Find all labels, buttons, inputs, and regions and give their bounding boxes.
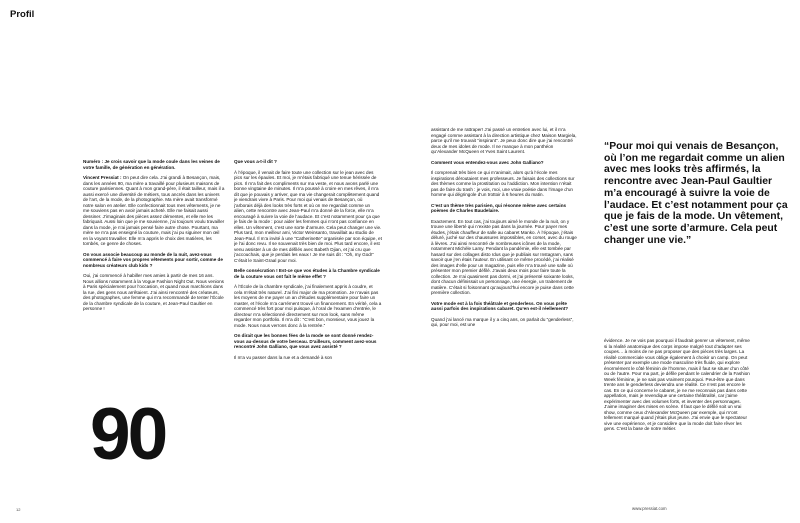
speaker-label: Vincent Pressiat : bbox=[83, 175, 122, 180]
answer: Oui, j’ai commencé à habiller mes amies à partir de mes 16 ans. Nous allions notamment à la Vogue Fashion Night Out. Nous venions à Paris spécialement pour l’occasion, et quand nous marchions dans la rue, des gens nous arrêtaient. J’ai ainsi rencontré des créateurs, des photographes, une femme qui m’a recommandé de tenter l’École de la chambre syndicale de la couture, et Jean-Paul Gaultier en personne ! bbox=[83, 273, 224, 311]
answer: assistant de me rattraper! J’ai passé un entretien avec lui, et il m’a engagé comme assistant à la direction artistique chez Maison Margiela, parce qu’il me trouvait “inspirant”. Je peux donc dire que j’ai rencontré deux de mes idoles de mode. Il ne manque à mon panthéon qu’Alexander McQueen et Yves Saint Laurent. bbox=[431, 127, 577, 154]
question: Votre mode est à la fois théâtrale et genderless. On vous prête aussi parfois des inspirations cabaret. Qu’en est-il réellement? bbox=[431, 300, 569, 311]
answer: Quand j’ai lancé ma marque il y a cinq ans, on parlait du “genderless”, qui, pour moi, est une bbox=[431, 316, 574, 327]
footer-url: www.pressiat.com bbox=[632, 506, 667, 511]
article-column-3 bbox=[431, 127, 579, 511]
question: Que vous a-t-il dit ? bbox=[234, 159, 277, 164]
answer: Il comprenait très bien ce qui m’animait, alors qu’à l’école mes inspirations déroutaient mes professeurs. Je faisais des collections sur des thèmes comme la prostitution ou l’addiction. Mon intention n’était pas de faire du trash : je vois, moi, une vraie poésie dans l’image d’un homme qui dégringole d’un trottoir à 6 heures du matin. bbox=[431, 170, 575, 197]
section-label: Profil bbox=[10, 9, 35, 20]
answer: Exactement. En tout cas, j’ai toujours aimé le monde de la nuit, on y trouve une liberté qui n’existe pas dans la journée. Pour payer mes études, j’étais chauffeur de salle au cabaret Manko. À l’époque, j’étais déluré, juché sur des chaussures impossibles, en corset, avec du rouge à lèvres. J’ai ainsi rencontré de nombreuses icônes de la mode, notamment Michèle Lamy. Pendant la pandémie, elle est tombée par hasard sur des collages disto rdus que je publiais sur Instagram, sans savoir que j’en étais l’auteur. En utilisant ce même procédé, j’ai réalisé des images d’elle pour un magazine, puis elle m’a trouvé une salle où présenter mon premier défilé. J’avais deux mois pour faire toute la collection. Je n’ai quasiment pas dormi, et j’ai présenté soixante looks, dont chacun définissait un personnage, une énergie, un traitement de matière. C’était si foisonnant qu’aujourd’hui encore je puise dans cette première collection. bbox=[431, 218, 577, 295]
answer: Vincent Pressiat : On peut dire cela. J’ai grandi à Besançon, mais, dans les années 90, ma mère a travaillé pour plusieurs maisons de couture parisiennes. Quant à mon grand-père, il était tailleur, mais il a aussi exercé une diversité de métiers, tous ancrés dans les univers de l’art, de la mode, de la photographie. Ma mère avait transformé notre salon en atelier. Elle confectionnait tous mes vêtements, je ne me souviens pas en avoir jamais acheté. Elle me faisait aussi dessiner. J’imaginais des pièces assez démentes, et elle me les fabriquait. Aussi loin que je me souvienne, j’ai toujours voulu travailler dans la mode, je n’ai jamais pensé faire autre chose. Pourtant, ma mère ne m’a pas enseigné la couture, mais j’ai pu siguiner mon œil en la voyant travailler. Elle m’a appris le choix des matières, les tombés, ce genre de choses. bbox=[83, 175, 225, 246]
article-column-4 bbox=[604, 338, 754, 498]
article-column-1 bbox=[83, 159, 225, 379]
question: Numéro : Je crois savoir que la mode coule dans les veines de votre famille, de génération en génération. bbox=[83, 159, 220, 170]
answer: À l’École de la chambre syndicale, j’ai finalement appris à coudre, et cela m’était très naturel. J’ai fini major de ma promotion. Je n’avais pas les moyens de me payer un an d’études supplémentaire pour faire un master, et l’école m’a carrément trouvé un financement. En vérité, cela a commencé très fort pour moi puisque, à l’oral de l’examen d’entrée, le directeur m’a sélectionné directement sur mon look, sans même regarder mon portfolio. Il m’a dit : “C’est bon, monsieur, vous jouez la mode. Nous nous verrons donc à la rentrée.” bbox=[234, 284, 382, 328]
answer: À l’époque, il venait de faire toute une collection sur le jean avec des pics sur les épaules. Et moi, je m’étais fabriqué une tenue hérissée de pics. Il m’a fait des compliments sur ma veste, et nous avons parlé une bonne vingtaine de minutes. Il m’a poussé à croire en mes rêves, il m’a dit que je pouvais y arriver, que ma vie changerait complètement quand je viendrais vivre à Paris. Pour moi qui venais de Besançon, où j’arborais déjà des looks très forts et où on me regardait comme un alien, cette rencontre avec Jean-Paul m’a donné de la force, elle m’a encouragé à suivre la voie de l’audace. Et c’est notamment pour ça que je fais de la mode : pour aider les femmes qui n’ont pas confiance en elles. Un vêtement, c’est une sorte d’armure. Cela peut changer une vie. Plus tard, mon meilleur ami, Victor Weinsanto, travaillait au studio de Jean-Paul. Il m’a invité à une “Catherinette” organisée par son équipe, et je l’ai donc revu. Il se souvenait très bien de moi. Plus tard encore, il est venu assister à un de mes défilés avec Babeth Djian, et j’ai cru que j’accouchais, que je perdais les eaux ! Je me suis dit : “Oh, my God!” C’était le Saint-Graal pour moi. bbox=[234, 169, 382, 263]
question: On dirait que les bonnes fées de la mode se sont donné rendez-vous au-dessus de votre berceau. D’ailleurs, comment avez-vous rencontré John Galliano, que vous avez assisté ? bbox=[234, 333, 377, 349]
big-number-90: 90 bbox=[90, 394, 166, 475]
question: Comment vous entendez-vous avec John Galliano? bbox=[431, 159, 544, 165]
page-number: 12 bbox=[16, 507, 21, 512]
answer: évidence. Je ne vois pas pourquoi il faudrait genrer un vêtement, même si la réalité anatomique des corps impose malgré tout d’adapter ses coupes… à moins de ne pas proposer que des pièces très larges. La réalité commerciale vous oblige également à choisir un camp. On peut présenter par exemple une mode masculine très fluide, qui explore énormément le côté féminin de l’homme, mais il faut se situer d’un côté ou de l’autre. Pour ma part, je défile pendant le calendrier de la Fashion Week féminine, je ne sais pas vraiment pourquoi. Peut-être que dans trente ans le genderless deviendra une réalité. Ce n’est pas encore le cas. En ce qui concerne le cabaret, je ne me reconnais pas dans cette appellation, mais je revendique une certaine théâtralité, car j’aime expérimenter avec des volumes forts, et inventer des personnages. J’aime imaginer des mises en scène. Il faut que le défilé soit un vrai show, comme ceux d’Alexander McQueen par exemple, qui m’ont tellement marqué quand j’étais plus jeune. J’ai envie que le spectateur vive une expérience, et je considère que la mode doit faire rêver les gens. C’est la base de notre métier. bbox=[604, 338, 750, 431]
question: C’est un thème très parisien, qui résonne même avec certains poèmes de Charles Baudelaire. bbox=[431, 202, 567, 213]
answer: Il m’a vu passer dans la rue et a demandé à son bbox=[234, 354, 333, 360]
question: On vous associe beaucoup au monde de la nuit, avez-vous commencé à faire vos propres vêtements pour sortir, comme de nombreux créateurs club kids ? bbox=[83, 251, 223, 268]
article-column-2 bbox=[234, 159, 382, 511]
question: Belle consécration ! Est-ce que vos études à la Chambre syndicale de la couture vous ont fait le même effet ? bbox=[234, 268, 380, 279]
pull-quote: “Pour moi qui venais de Besançon, où l’on me regardait comme un alien avec mes looks très affirmés, la rencontre avec Jean-Paul Gaultier m’a encouragé à suivre la voie de l’audace. Et c’est notamment pour ça que je fais de la mode. Un vêtement, c’est une sorte d’armure. Cela peut changer une vie.” bbox=[604, 141, 788, 246]
